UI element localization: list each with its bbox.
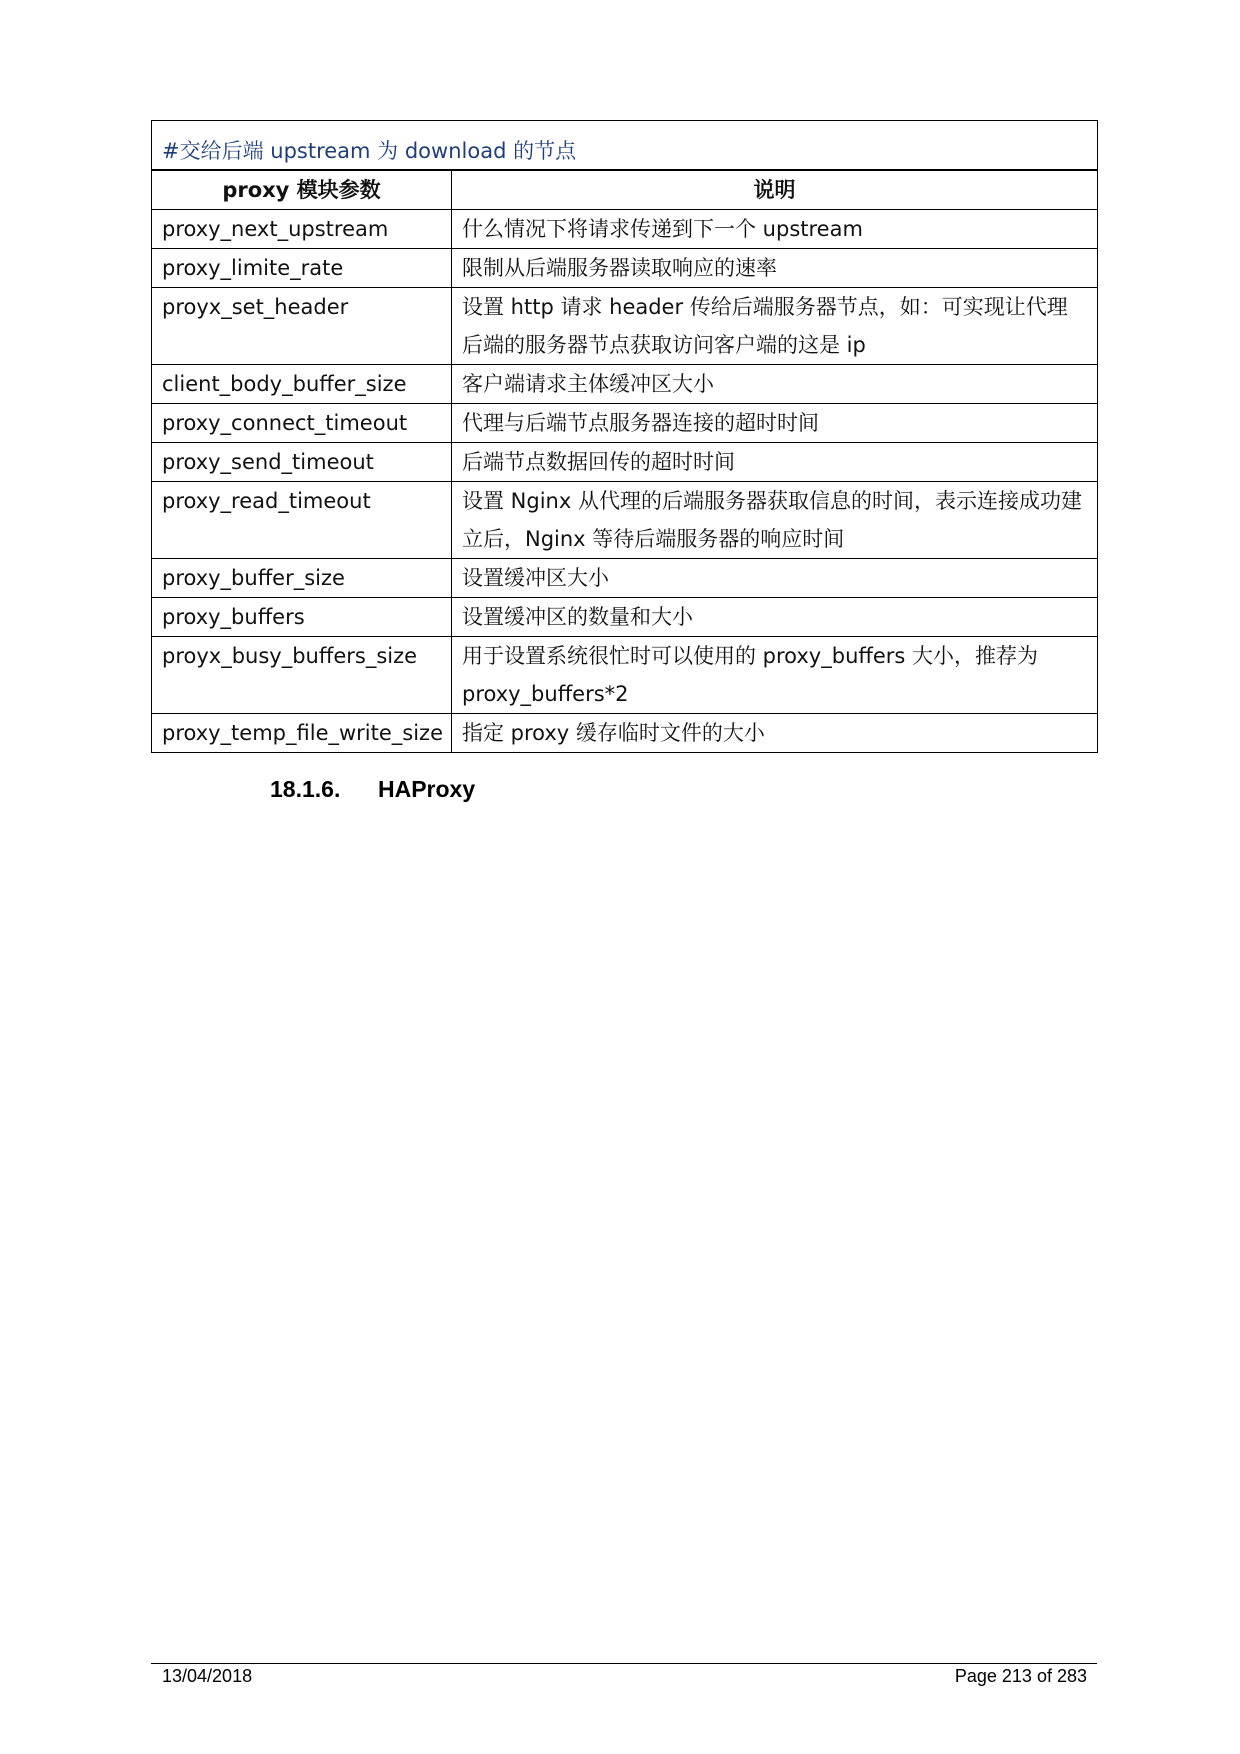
table-row xyxy=(152,637,1098,714)
param-name: proxy_read_timeout xyxy=(152,482,452,559)
table-row xyxy=(152,404,1098,443)
param-name: proxy_temp_file_write_size xyxy=(152,714,452,753)
footer-date: 13/04/2018 xyxy=(162,1666,253,1686)
param-description: 后端节点数据回传的超时时间 xyxy=(452,443,1098,482)
section-title: HAProxy xyxy=(378,776,476,802)
param-description: 设置 http 请求 header 传给后端服务器节点，如：可实现让代理后端的服务器节点获取访问客户端的这是 ip xyxy=(452,288,1098,365)
param-name: client_body_buffer_size xyxy=(152,365,452,404)
table-row xyxy=(152,559,1098,598)
comment-row xyxy=(152,121,1098,171)
table-row xyxy=(152,210,1098,249)
footer-page-number: Page 213 of 283 xyxy=(954,1666,1087,1686)
table-row xyxy=(152,365,1098,404)
param-description: 设置 Nginx 从代理的后端服务器获取信息的时间，表示连接成功建立后，Nginx 等待后端服务器的响应时间 xyxy=(452,482,1098,559)
param-name: proxy_limite_rate xyxy=(152,249,452,288)
table-row xyxy=(152,249,1098,288)
param-name: proyx_busy_buffers_size xyxy=(152,637,452,714)
param-name: proxy_next_upstream xyxy=(152,210,452,249)
param-description: 用于设置系统很忙时可以使用的 proxy_buffers 大小，推荐为 proxy_buffers*2 xyxy=(452,637,1098,714)
param-name: proyx_set_header xyxy=(152,288,452,365)
param-description: 设置缓冲区大小 xyxy=(452,559,1098,598)
param-name: proxy_buffers xyxy=(152,598,452,637)
section-heading xyxy=(270,776,475,803)
param-description: 代理与后端节点服务器连接的超时时间 xyxy=(452,404,1098,443)
param-description: 指定 proxy 缓存临时文件的大小 xyxy=(452,714,1098,753)
footer-divider xyxy=(151,1663,1097,1664)
param-name: proxy_connect_timeout xyxy=(152,404,452,443)
section-number: 18.1.6. xyxy=(270,776,341,802)
header-row xyxy=(152,170,1098,210)
table-row xyxy=(152,598,1098,637)
param-description: 设置缓冲区的数量和大小 xyxy=(452,598,1098,637)
param-name: proxy_send_timeout xyxy=(152,443,452,482)
param-description: 客户端请求主体缓冲区大小 xyxy=(452,365,1098,404)
proxy-params-table xyxy=(151,120,1098,753)
table-row xyxy=(152,443,1098,482)
param-description: 限制从后端服务器读取响应的速率 xyxy=(452,249,1098,288)
table-row xyxy=(152,482,1098,559)
header-param: proxy 模块参数 xyxy=(152,170,452,210)
config-comment: #交给后端 upstream 为 download 的节点 xyxy=(152,121,1098,171)
table-row xyxy=(152,288,1098,365)
header-desc: 说明 xyxy=(452,170,1098,210)
table-row xyxy=(152,714,1098,753)
param-name: proxy_buffer_size xyxy=(152,559,452,598)
param-description: 什么情况下将请求传递到下一个 upstream xyxy=(452,210,1098,249)
